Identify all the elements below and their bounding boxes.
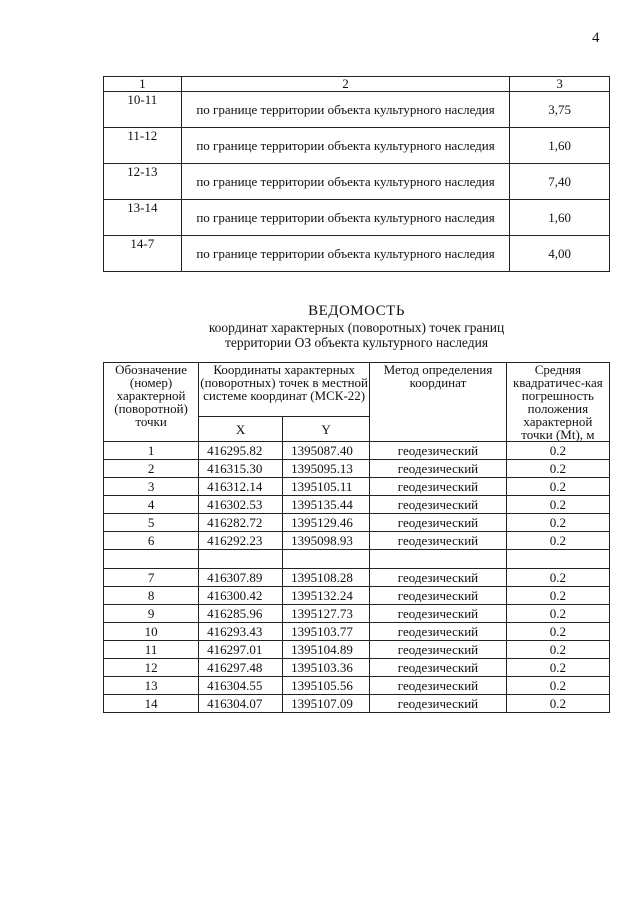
point-number-cell: 10: [104, 623, 199, 641]
description-cell: по границе территории объекта культурного наследия: [181, 128, 510, 164]
empty-cell: [283, 550, 370, 569]
error-cell: 0.2: [506, 605, 609, 623]
segment-cell: 12-13: [104, 164, 182, 200]
method-cell: геодезический: [370, 460, 507, 478]
method-cell: геодезический: [370, 496, 507, 514]
error-cell: 0.2: [506, 514, 609, 532]
x-coordinate-cell: 416300.42: [199, 587, 283, 605]
table-row: [104, 677, 610, 695]
x-coordinate-cell: 416315.30: [199, 460, 283, 478]
table-row: [104, 478, 610, 496]
table-row: [104, 442, 610, 460]
method-cell: геодезический: [370, 659, 507, 677]
table-row: [104, 623, 610, 641]
method-cell: геодезический: [370, 569, 507, 587]
point-number-cell: 12: [104, 659, 199, 677]
x-coordinate-cell: 416293.43: [199, 623, 283, 641]
point-number-cell: 11: [104, 641, 199, 659]
header-method: Метод определения координат: [370, 363, 507, 442]
point-number-cell: 14: [104, 695, 199, 713]
x-coordinate-cell: 416312.14: [199, 478, 283, 496]
x-coordinate-cell: 416285.96: [199, 605, 283, 623]
point-number-cell: 7: [104, 569, 199, 587]
error-cell: 0.2: [506, 659, 609, 677]
y-coordinate-cell: 1395095.13: [283, 460, 370, 478]
vedomost-title-block: [103, 303, 610, 350]
y-coordinate-cell: 1395107.09: [283, 695, 370, 713]
y-coordinate-cell: 1395129.46: [283, 514, 370, 532]
length-cell: 7,40: [510, 164, 610, 200]
error-cell: 0.2: [506, 496, 609, 514]
table-row: [104, 128, 610, 164]
error-cell: 0.2: [506, 641, 609, 659]
method-cell: геодезический: [370, 478, 507, 496]
header-coordinates: Координаты характерных (поворотных) точек в местной системе координат (МСК-22): [199, 363, 370, 417]
table-row: [104, 164, 610, 200]
table-row: [104, 659, 610, 677]
table-row: [104, 569, 610, 587]
x-coordinate-cell: 416292.23: [199, 532, 283, 550]
description-cell: по границе территории объекта культурного наследия: [181, 200, 510, 236]
segment-cell: 13-14: [104, 200, 182, 236]
error-cell: 0.2: [506, 695, 609, 713]
table-row: [104, 532, 610, 550]
table-header-row: [104, 77, 610, 92]
header-designation: Обозначение (номер) характерной (поворотной) точки: [104, 363, 199, 442]
empty-cell: [104, 550, 199, 569]
table-row: [104, 587, 610, 605]
point-number-cell: 1: [104, 442, 199, 460]
error-cell: 0.2: [506, 532, 609, 550]
error-cell: 0.2: [506, 569, 609, 587]
segment-cell: 11-12: [104, 128, 182, 164]
empty-cell: [370, 550, 507, 569]
document-subtitle-line-1: координат характерных (поворотных) точек границ: [208, 320, 505, 335]
description-cell: по границе территории объекта культурного наследия: [181, 164, 510, 200]
header-y: Y: [283, 417, 370, 442]
blank-separator-row: [104, 550, 610, 569]
header-error: Средняя квадратичес-кая погрешность положения характерной точки (Mt), м: [506, 363, 609, 442]
y-coordinate-cell: 1395104.89: [283, 641, 370, 659]
length-cell: 3,75: [510, 92, 610, 128]
point-number-cell: 2: [104, 460, 199, 478]
point-number-cell: 9: [104, 605, 199, 623]
point-number-cell: 8: [104, 587, 199, 605]
document-subtitle-line-2: территории ОЗ объекта культурного наследия: [224, 335, 489, 350]
table-row: [104, 695, 610, 713]
length-cell: 1,60: [510, 128, 610, 164]
table-row: [104, 641, 610, 659]
error-cell: 0.2: [506, 677, 609, 695]
page-number: 4: [592, 30, 600, 46]
method-cell: геодезический: [370, 695, 507, 713]
error-cell: 0.2: [506, 587, 609, 605]
x-coordinate-cell: 416282.72: [199, 514, 283, 532]
method-cell: геодезический: [370, 623, 507, 641]
x-coordinate-cell: 416295.82: [199, 442, 283, 460]
x-coordinate-cell: 416304.55: [199, 677, 283, 695]
length-cell: 4,00: [510, 236, 610, 272]
point-number-cell: 13: [104, 677, 199, 695]
header-x: X: [199, 417, 283, 442]
segment-cell: 10-11: [104, 92, 182, 128]
point-number-cell: 6: [104, 532, 199, 550]
error-cell: 0.2: [506, 623, 609, 641]
method-cell: геодезический: [370, 532, 507, 550]
description-cell: по границе территории объекта культурного наследия: [181, 236, 510, 272]
coordinates-table: [103, 362, 610, 713]
point-number-cell: 3: [104, 478, 199, 496]
y-coordinate-cell: 1395105.56: [283, 677, 370, 695]
y-coordinate-cell: 1395105.11: [283, 478, 370, 496]
method-cell: геодезический: [370, 587, 507, 605]
y-coordinate-cell: 1395103.36: [283, 659, 370, 677]
y-coordinate-cell: 1395132.24: [283, 587, 370, 605]
y-coordinate-cell: 1395127.73: [283, 605, 370, 623]
table-row: [104, 605, 610, 623]
segment-cell: 14-7: [104, 236, 182, 272]
y-coordinate-cell: 1395135.44: [283, 496, 370, 514]
table-row: [104, 496, 610, 514]
y-coordinate-cell: 1395108.28: [283, 569, 370, 587]
point-number-cell: 4: [104, 496, 199, 514]
column-number-2: 2: [181, 77, 510, 92]
y-coordinate-cell: 1395103.77: [283, 623, 370, 641]
table-row: [104, 200, 610, 236]
y-coordinate-cell: 1395087.40: [283, 442, 370, 460]
table-row: [104, 460, 610, 478]
x-coordinate-cell: 416304.07: [199, 695, 283, 713]
error-cell: 0.2: [506, 442, 609, 460]
table-row: [104, 92, 610, 128]
y-coordinate-cell: 1395098.93: [283, 532, 370, 550]
length-cell: 1,60: [510, 200, 610, 236]
method-cell: геодезический: [370, 641, 507, 659]
document-title: ВЕДОМОСТЬ: [308, 303, 405, 319]
empty-cell: [506, 550, 609, 569]
error-cell: 0.2: [506, 460, 609, 478]
method-cell: геодезический: [370, 442, 507, 460]
column-number-3: 3: [510, 77, 610, 92]
point-number-cell: 5: [104, 514, 199, 532]
method-cell: геодезический: [370, 514, 507, 532]
error-cell: 0.2: [506, 478, 609, 496]
method-cell: геодезический: [370, 605, 507, 623]
empty-cell: [199, 550, 283, 569]
boundary-segments-table: [103, 76, 610, 272]
x-coordinate-cell: 416302.53: [199, 496, 283, 514]
column-number-1: 1: [104, 77, 182, 92]
table-row: [104, 514, 610, 532]
description-cell: по границе территории объекта культурного наследия: [181, 92, 510, 128]
x-coordinate-cell: 416307.89: [199, 569, 283, 587]
method-cell: геодезический: [370, 677, 507, 695]
x-coordinate-cell: 416297.48: [199, 659, 283, 677]
table-row: [104, 236, 610, 272]
x-coordinate-cell: 416297.01: [199, 641, 283, 659]
